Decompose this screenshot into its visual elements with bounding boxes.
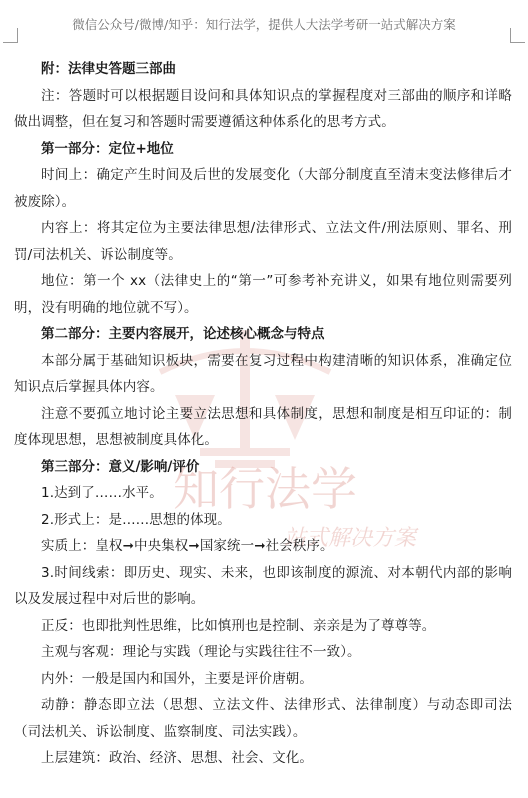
part3-heading: 第三部分：意义/影响/评价: [41, 458, 200, 475]
part1-heading: 第一部分：定位+地位: [41, 140, 174, 157]
watermark-slogan-text: 站式解决方案: [283, 526, 417, 551]
part3-item: 上层建筑：政治、经济、思想、社会、文化。: [41, 750, 313, 766]
header-text: 微信公众号/微博/知乎：知行法学，提供人大法学考研一站式解决方案: [72, 17, 456, 32]
part3-item: 动静：静态即立法（思想、立法文件、法律形式、法律制度）与动态即司法（司法机关、诉讼制度、监察制度、司法实践）。: [14, 697, 512, 740]
part2-heading: 第二部分：主要内容展开，论述核心概念与特点: [41, 326, 325, 342]
part3-item: 正反：也即批判性思维，比如慎刑也是控制、亲亲是为了尊尊等。: [41, 617, 436, 634]
document-body: [14, 56, 512, 772]
part3-item: 主观与客观：理论与实践（理论与实践往往不一致）。: [41, 644, 361, 660]
part1-time: 时间上：确定产生时间及后世的发展变化（大部分制度直至清末变法修律后才被废除）。: [14, 167, 512, 210]
part3-item: 3.时间线索：即历史、现实、未来，也即该制度的源流、对本朝代内部的影响以及发展过程中对后世的影响。: [14, 564, 512, 607]
part3-item: 1.达到了……水平。: [41, 485, 163, 501]
part2-para2: 注意不要孤立地讨论主要立法思想和具体制度，思想和制度是相互印证的：制度体现思想，思想被制度具体化。: [14, 405, 512, 448]
part1-status: 地位：第一个 xx（法律史上的“第一”可参考补充讲义，如果有地位则需要列明，没有明确的地位就不写）。: [14, 273, 512, 316]
page-header: [0, 0, 528, 40]
part3-item: 内外：一般是国内和国外，主要是评价唐朝。: [41, 670, 313, 687]
doc-title: 附：法律史答题三部曲: [41, 61, 176, 77]
part1-content: 内容上：将其定位为主要法律思想/法律形式、立法文件/刑法原则、罪名、刑罚/司法机关、诉讼制度等。: [14, 220, 512, 263]
corner-mark-right: [510, 28, 525, 43]
part3-item: 2.形式上：是……思想的体现。: [41, 511, 231, 528]
doc-note: 注：答题时可以根据题目设问和具体知识点的掌握程度对三部曲的顺序和详略做出调整，但在复习和答题时需要遵循这种体系化的思考方式。: [14, 87, 512, 130]
watermark-logo-text: 知行法学: [173, 462, 357, 516]
corner-mark-left: [3, 28, 18, 43]
part2-para1: 本部分属于基础知识板块，需要在复习过程中构建清晰的知识体系，准确定位知识点后掌握具体内容。: [14, 352, 512, 395]
part3-item: 实质上：皇权➞中央集权➞国家统一➞社会秩序。: [41, 538, 334, 554]
